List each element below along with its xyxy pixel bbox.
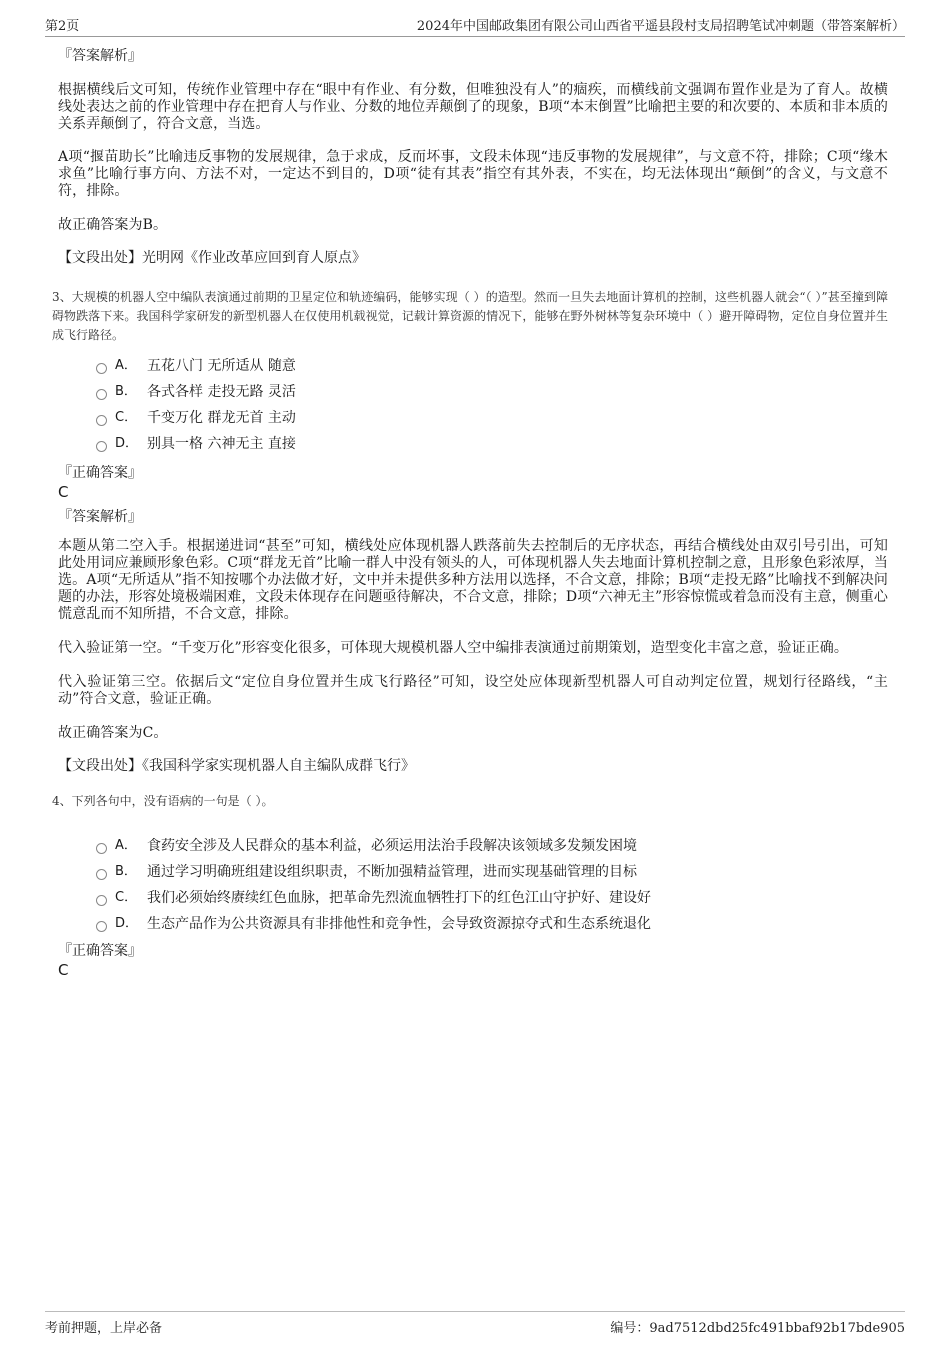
analysis-paragraph: 故正确答案为C。: [58, 725, 168, 741]
option-text: 生态产品作为公共资源具有非排他性和竞争性，会导致资源掠夺式和生态系统退化: [147, 916, 651, 932]
analysis-paragraph: 本题从第二空入手。根据递进词“甚至”可知，横线处应体现机器人跌落前失去控制后的无序状态，再结合横线处由双引号引出，可知此处用词应兼顾形象色彩。C项“群龙无首”比喻一群人中没有领头的人，可体现机器人失去地面计算机控制之意，且形象色彩浓厚，当选。A项“无所适从”指不知按哪个办法做才好，文中并未提供多种方法用以选择，不合文意，排除；B项“走投无路”比喻找不到解决问题的办法，形容处境极端困难，文段未体现存在问题亟待解决，不合文意，排除；D项“六神无主”形容惊慌或着急而没有主意，侧重心慌意乱而不知所措，不合文意，排除。: [58, 538, 888, 622]
source-citation: 【文段出处】《我国科学家实现机器人自主编队成群飞行》: [58, 758, 415, 774]
question-4-options: [58, 833, 888, 937]
source-citation: 【文段出处】光明网《作业改革应回到育人原点》: [58, 250, 366, 266]
option-d[interactable]: [96, 431, 888, 457]
question-4-text: 4、下列各句中，没有语病的一句是（ ）。: [52, 794, 274, 808]
radio-icon[interactable]: [96, 441, 107, 452]
radio-icon[interactable]: [96, 843, 107, 854]
option-text: 别具一格 六神无主 直接: [147, 436, 296, 452]
radio-icon[interactable]: [96, 869, 107, 880]
option-text: 各式各样 走投无路 灵活: [147, 384, 296, 400]
option-d[interactable]: [96, 911, 888, 937]
option-text: 我们必须始终赓续红色血脉，把革命先烈流血牺牲打下的红色江山守护好、建设好: [147, 890, 651, 906]
correct-answer-label: 『正确答案』: [58, 465, 142, 481]
correct-answer: C: [58, 961, 69, 979]
option-text: 食药安全涉及人民群众的基本利益，必须运用法治手段解决该领域多发频发困境: [147, 838, 637, 854]
question-3-options: [58, 353, 888, 457]
option-letter: D．: [115, 916, 139, 931]
radio-icon[interactable]: [96, 389, 107, 400]
option-text: 千变万化 群龙无首 主动: [147, 410, 296, 426]
analysis-paragraph: 代入验证第三空。依据后文“定位自身位置并生成飞行路径”可知，设空处应体现新型机器人可自动判定位置，规划行径路线，“主动”符合文意，验证正确。: [58, 674, 888, 707]
radio-icon[interactable]: [96, 363, 107, 374]
analysis-label: 『答案解析』: [58, 509, 142, 525]
option-letter: C．: [115, 890, 138, 905]
radio-icon[interactable]: [96, 895, 107, 906]
question-3-text: 3、大规模的机器人空中编队表演通过前期的卫星定位和轨迹编码，能够实现（ ）的造型。然而一旦失去地面计算机的控制，这些机器人就会“（ ）”甚至撞到障碍物跌落下来。我国科学家研发的新型机器人在仅使用机载视觉，记载计算资源的情况下，能够在野外树林等复杂环境中（ ）避开障碍物，定位自身位置并生成飞行路径。: [52, 290, 888, 342]
analysis-label: 『答案解析』: [58, 48, 142, 64]
option-a[interactable]: [96, 353, 888, 379]
option-letter: B．: [115, 384, 137, 399]
option-letter: D．: [115, 436, 139, 451]
option-letter: A．: [115, 838, 137, 853]
radio-icon[interactable]: [96, 921, 107, 932]
footer-slogan: 考前押题，上岸必备: [45, 1321, 163, 1336]
option-text: 五花八门 无所适从 随意: [147, 358, 296, 374]
option-c[interactable]: [96, 885, 888, 911]
page-header: [45, 14, 905, 37]
analysis-paragraph: 根据横线后文可知，传统作业管理中存在“眼中有作业、有分数，但唯独没有人”的痼疾，而横线前文强调布置作业是为了育人。故横线处表达之前的作业管理中存在把育人与作业、分数的地位弄颠倒了的现象，B项“本末倒置”比喻把主要的和次要的、本质和非本质的关系弄颠倒了，符合文意，当选。: [58, 82, 888, 132]
page-footer: [45, 1311, 905, 1336]
document-id: 编号：9ad7512dbd25fc491bbaf92b17bde905: [610, 1321, 905, 1336]
option-b[interactable]: [96, 859, 888, 885]
analysis-paragraph: 代入验证第一空。“千变万化”形容变化很多，可体现大规模机器人空中编排表演通过前期策划，造型变化丰富之意，验证正确。: [58, 640, 849, 656]
page-content: [52, 44, 888, 979]
option-text: 通过学习明确班组建设组织职责，不断加强精益管理，进而实现基础管理的目标: [147, 864, 637, 880]
analysis-paragraph: 故正确答案为B。: [58, 217, 168, 233]
option-c[interactable]: [96, 405, 888, 431]
option-a[interactable]: [96, 833, 888, 859]
option-b[interactable]: [96, 379, 888, 405]
option-letter: C．: [115, 410, 138, 425]
page-number: 第2页: [45, 19, 80, 34]
option-letter: B．: [115, 864, 137, 879]
radio-icon[interactable]: [96, 415, 107, 426]
document-title: 2024年中国邮政集团有限公司山西省平遥县段村支局招聘笔试冲刺题（带答案解析）: [416, 19, 905, 34]
correct-answer-label: 『正确答案』: [58, 943, 142, 959]
correct-answer: C: [58, 483, 69, 501]
analysis-paragraph: A项“揠苗助长”比喻违反事物的发展规律，急于求成，反而坏事，文段未体现“违反事物的发展规律”，与文意不符，排除；C项“缘木求鱼”比喻行事方向、方法不对，一定达不到目的，D项“徒有其表”指空有其外表，不实在，均无法体现出“颠倒”的含义，与文意不符，排除。: [58, 149, 888, 199]
option-letter: A．: [115, 358, 137, 373]
